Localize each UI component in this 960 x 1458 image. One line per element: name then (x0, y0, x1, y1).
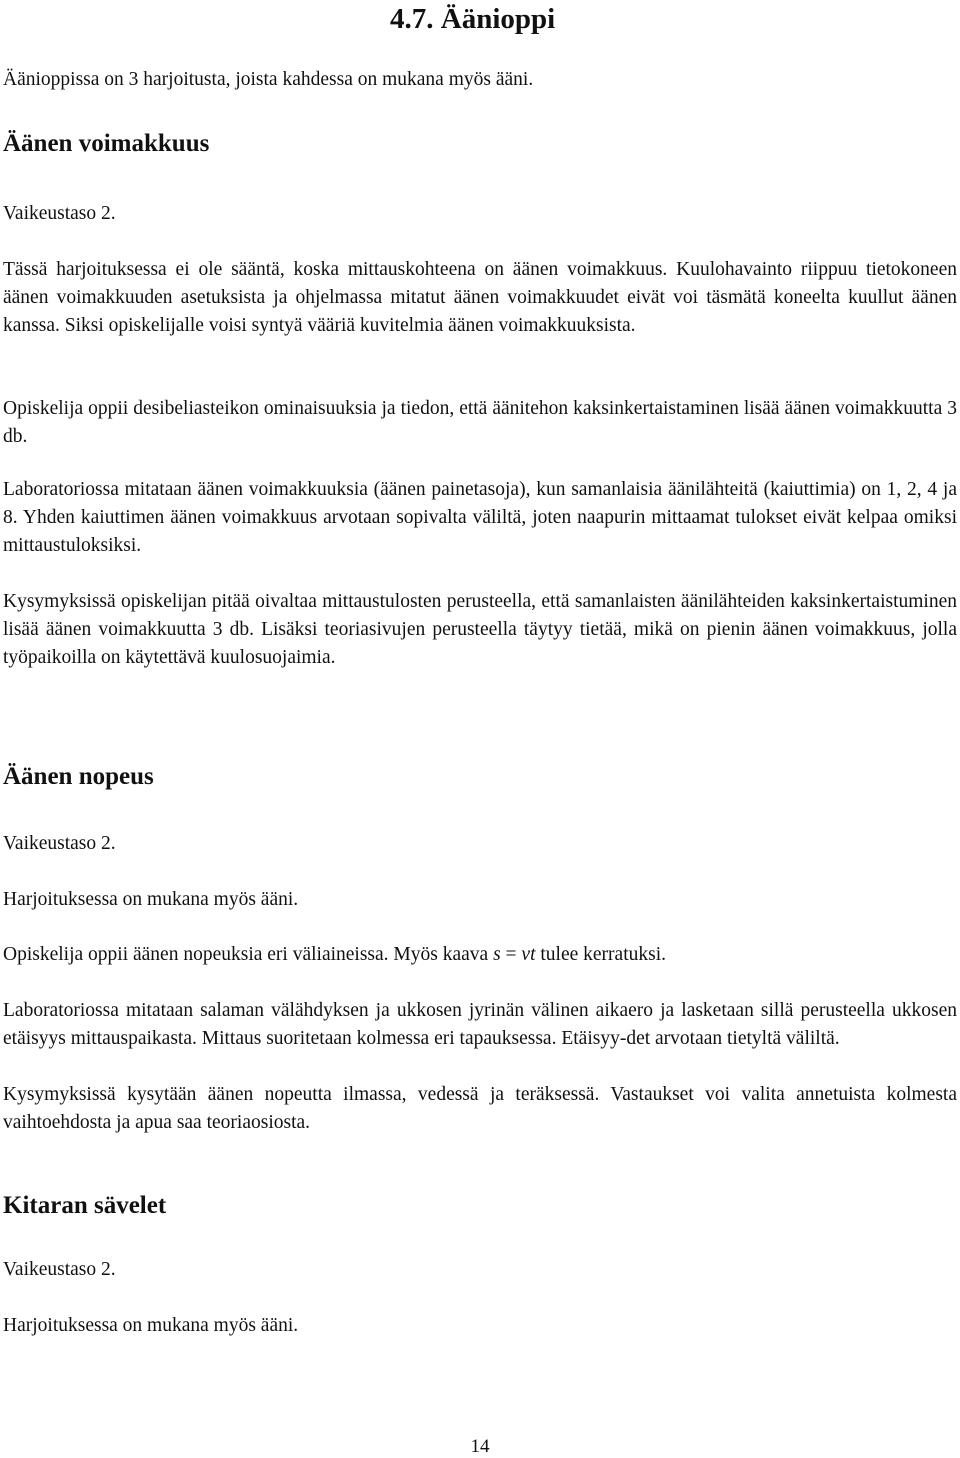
paragraph-volume-1: Tässä harjoituksessa ei ole sääntä, koska mittauskohteena on äänen voimakkuus. Kuulohavainto riippuu tietokoneen äänen voimakkuuden asetuksista ja ohjelmassa mitatut äänen voimakkuudet eivät voi täsmätä koneelta kuullut äänen kanssa. Siksi opiskelijalle voisi syntyä vääriä kuvitelmia äänen voimakkuuksista. (3, 259, 957, 336)
section-heading-guitar: Kitaran sävelet (3, 1192, 167, 1219)
chapter-title: 4.7. Äänioppi (390, 3, 556, 35)
paragraph-speed-2: Laboratoriossa mitataan salaman välähdyksen ja ukkosen jyrinän välinen aikaero ja lasketaan sillä perusteella ukkosen etäisyys mittauspaikasta. Mittaus suoritetaan kolmessa eri tapauksessa. Etäisyy-det arvotaan tietyltä väliltä. (3, 1000, 957, 1049)
section-heading-speed: Äänen nopeus (3, 763, 154, 790)
paragraph-volume-3: Laboratoriossa mitataan äänen voimakkuuksia (äänen painetasoja), kun samanlaisia äänilähteitä (kaiuttimia) on 1, 2, 4 ja 8. Yhden kaiuttimen äänen voimakkuus arvotaan sopivalta väliltä, joten naapurin mittaamat tulokset eivät kelpaa omiksi mittaustuloksiksi. (3, 479, 957, 556)
section-heading-volume: Äänen voimakkuus (3, 130, 210, 157)
sound-note-speed: Harjoituksessa on mukana myös ääni. (3, 889, 299, 910)
paragraph-speed-1-start: Opiskelija oppii äänen nopeuksia eri väliaineissa. Myös kaava (3, 944, 494, 965)
paragraph-volume-4: Kysymyksissä opiskelijan pitää oivaltaa mittaustulosten perusteella, että samanlaisten äänilähteiden kaksinkertaistuminen lisää äänen voimakkuutta 3 db. Lisäksi teoriasivujen perusteella täytyy tietää, mikä on pienin äänen voimakkuus, jolla työpaikoilla on käytettävä kuulosuojaimia. (3, 591, 957, 668)
intro-paragraph: Äänioppissa on 3 harjoitusta, joista kahdessa on mukana myös ääni. (3, 69, 534, 90)
difficulty-speed: Vaikeustaso 2. (3, 833, 116, 854)
paragraph-speed-3: Kysymyksissä kysytään äänen nopeutta ilmassa, vedessä ja teräksessä. Vastaukset voi valita annetuista kolmesta vaihtoehdosta ja apua saa teoriaosiosta. (3, 1084, 957, 1133)
formula-equals: = (500, 944, 522, 965)
paragraph-volume-2: Opiskelija oppii desibeliasteikon ominaisuuksia ja tiedon, että äänitehon kaksinkertaistaminen lisää äänen voimakkuutta 3 db. (3, 398, 957, 447)
difficulty-guitar: Vaikeustaso 2. (3, 1259, 116, 1280)
paragraph-speed-1-end: tulee kerratuksi. (535, 944, 666, 965)
page-number: 14 (470, 1436, 490, 1457)
sound-note-guitar: Harjoituksessa on mukana myös ääni. (3, 1315, 299, 1336)
difficulty-volume: Vaikeustaso 2. (3, 203, 116, 224)
formula-s: s (493, 944, 501, 965)
paragraph-speed-1 (3, 941, 957, 969)
formula-vt: vt (521, 944, 536, 965)
